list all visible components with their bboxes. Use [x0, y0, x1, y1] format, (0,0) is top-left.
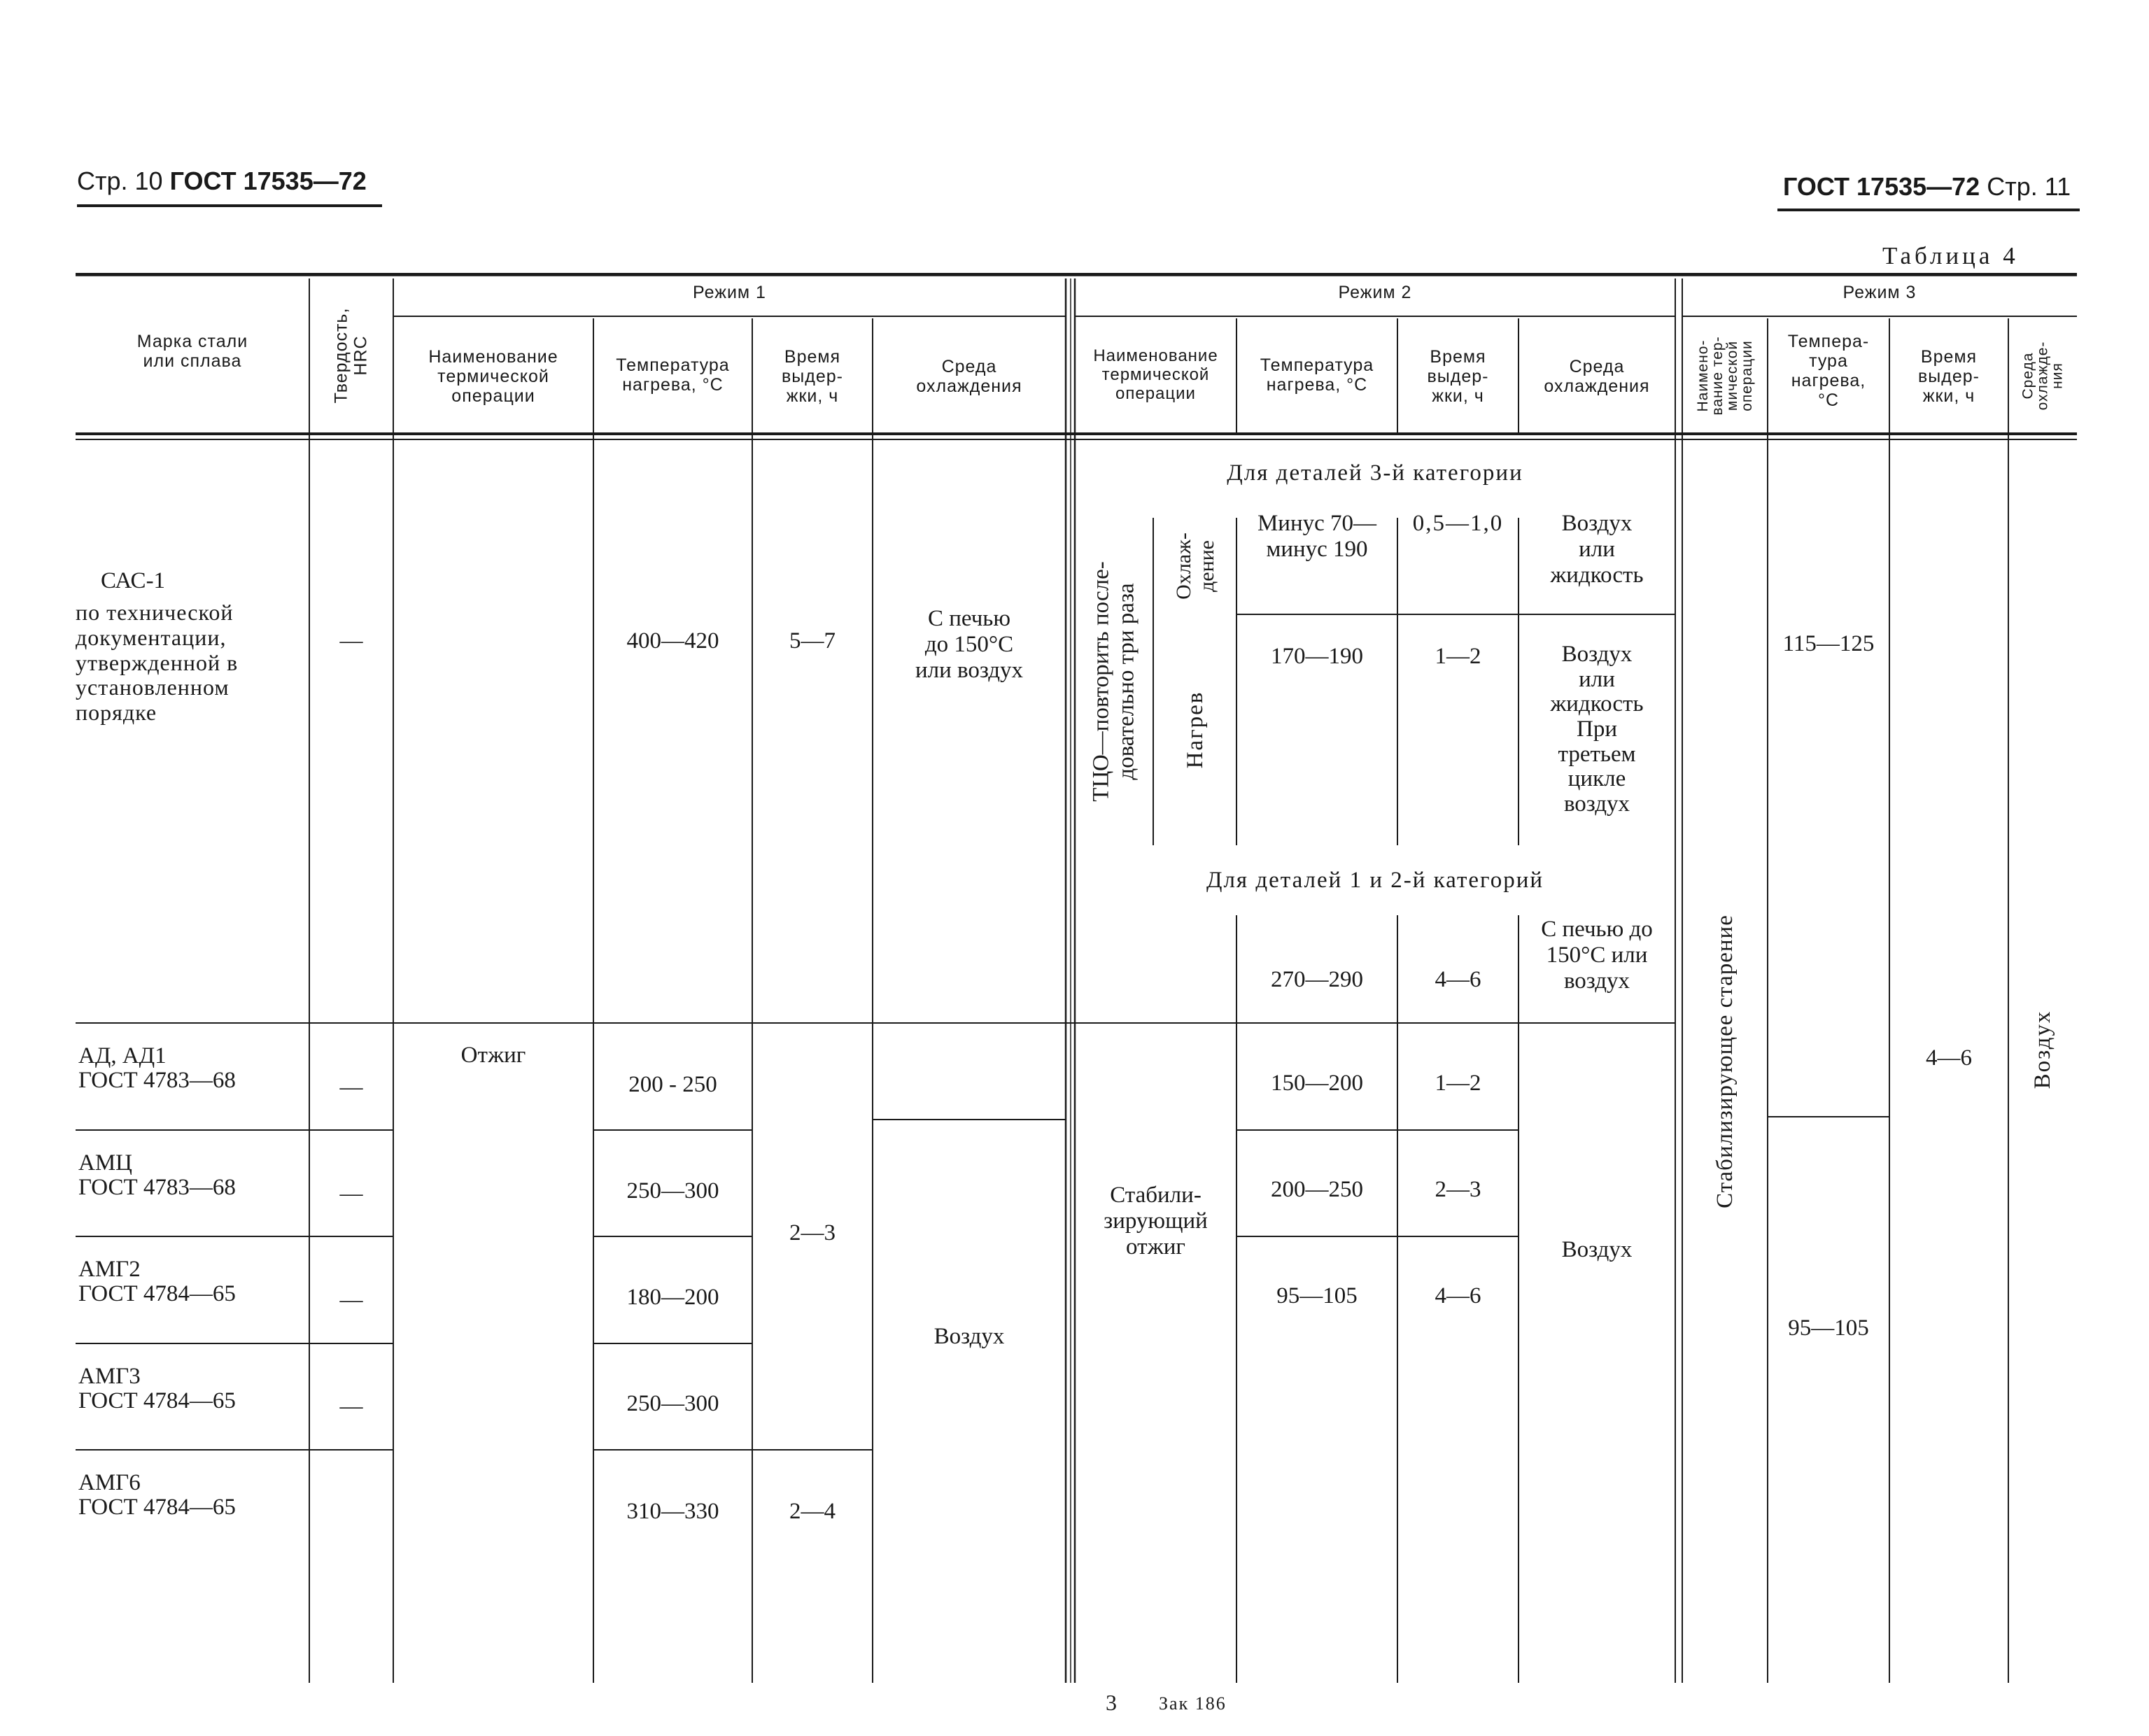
m3-temp-top: 115—125	[1782, 631, 1875, 656]
row-0-hardness: —	[339, 628, 363, 654]
m2-heat-time: 1—2	[1435, 644, 1481, 669]
m3-operation-cell	[1682, 439, 1768, 1683]
m2-cat12-temp: 270—290	[1271, 967, 1363, 992]
m2-cat12-env: С печью до 150°С или воздух	[1541, 917, 1653, 994]
m1-operation-annealing: Отжиг	[460, 1043, 526, 1068]
col-header-hardness-cell	[309, 278, 393, 432]
row-1-m1-temp: 200 - 250	[628, 1072, 717, 1097]
row-0-m1-temp: 400—420	[626, 628, 719, 654]
left-page-number: Стр. 10	[77, 167, 163, 195]
m2-heat-temp: 170—190	[1271, 644, 1363, 669]
m1-header-cooling: Среда охлаждения	[916, 357, 1022, 396]
m3-header-operation-cell	[1682, 318, 1768, 432]
m2-heating-label: Нагрев	[1182, 691, 1208, 769]
row-1-m2-time: 1—2	[1435, 1071, 1481, 1096]
m2-cool-temp: Минус 70— минус 190	[1257, 511, 1377, 562]
col-header-mode1: Режим 1	[693, 283, 766, 302]
row-5-m1-time: 2—4	[789, 1499, 836, 1524]
m1-header-temp: Температура нагрева, °С	[616, 355, 730, 395]
m1-time-group: 2—3	[789, 1220, 836, 1245]
footer-order-number: Зак 186	[1159, 1693, 1227, 1714]
row-1-hardness: —	[339, 1075, 363, 1100]
m2-header-temp: Температура нагрева, °С	[1260, 355, 1374, 395]
m2-cool-env: Воздух или жидкость	[1550, 511, 1644, 588]
col-header-grade: Марка стали или сплава	[136, 332, 248, 371]
row-1-grade: АД, АД1 ГОСТ 4783—68	[78, 1043, 236, 1093]
row-0-grade-note: по технической документации, утвержденной в установленном порядке	[76, 600, 239, 726]
m2-header-cooling: Среда охлаждения	[1544, 357, 1650, 396]
footer-sheet-number: 3	[1106, 1690, 1117, 1715]
m2-cooling-label-cell	[1153, 518, 1236, 614]
m2-stab-operation: Стабили- зирующий отжиг	[1104, 1183, 1208, 1259]
row-0-m1-cooling: С печью до 150°С или воздух	[915, 606, 1024, 683]
m2-header-time: Время выдер- жки, ч	[1427, 347, 1489, 406]
m2-heating-label-cell	[1153, 614, 1236, 845]
row-0-grade: САС-1	[101, 568, 166, 593]
row-3-m2-temp: 95—105	[1276, 1283, 1358, 1308]
row-2-m2-temp: 200—250	[1271, 1177, 1363, 1202]
m1-cooling-group: Воздух	[933, 1324, 1005, 1349]
row-2-hardness: —	[339, 1181, 363, 1206]
m3-time: 4—6	[1926, 1045, 1972, 1071]
table-label: Таблица 4	[1882, 242, 2019, 269]
row-3-hardness: —	[339, 1287, 363, 1313]
m3-temp-bottom: 95—105	[1788, 1315, 1869, 1341]
m2-cat3-title: Для деталей 3-й категории	[1227, 460, 1523, 486]
row-3-grade: АМГ2 ГОСТ 4784—65	[78, 1257, 236, 1306]
row-5-m1-temp: 310—330	[626, 1499, 719, 1524]
m3-header-temp: Темпера- тура нагрева, °С	[1787, 332, 1870, 410]
row-2-m1-temp: 250—300	[626, 1178, 719, 1204]
m1-header-time: Время выдер- жки, ч	[782, 347, 843, 406]
row-4-m1-temp: 250—300	[626, 1391, 719, 1416]
row-1-m2-temp: 150—200	[1271, 1071, 1363, 1096]
m2-cat12-time: 4—6	[1435, 967, 1481, 992]
m2-stab-env: Воздух	[1561, 1237, 1633, 1262]
row-4-grade: АМГ3 ГОСТ 4784—65	[78, 1364, 236, 1413]
m3-cooling-cell	[2008, 952, 2077, 1148]
m2-header-operation: Наименование термической операции	[1093, 346, 1218, 403]
m3-header-time: Время выдер- жки, ч	[1918, 347, 1980, 406]
m3-header-cooling-cell	[2008, 318, 2077, 432]
col-header-hardness: Твердость, HRC	[331, 307, 370, 404]
row-4-hardness: —	[339, 1394, 363, 1419]
left-gost-number: ГОСТ 17535—72	[169, 167, 367, 195]
row-5-grade: АМГ6 ГОСТ 4784—65	[78, 1470, 236, 1520]
m3-header-operation: Наимено- вание тер- мической операции	[1695, 335, 1755, 416]
row-0-m1-time: 5—7	[789, 628, 836, 654]
row-3-m2-time: 4—6	[1435, 1283, 1481, 1308]
m2-cool-time: 0,5—1,0	[1412, 511, 1504, 536]
m2-tco-cell	[1075, 518, 1153, 845]
m3-cooling: Воздух	[2029, 1010, 2055, 1089]
m2-cat12-title: Для деталей 1 и 2-й категорий	[1206, 868, 1544, 893]
row-3-m1-temp: 180—200	[626, 1285, 719, 1310]
m2-tco-label: ТЦО—повторить после- довательно три раза	[1088, 561, 1139, 802]
col-header-mode2: Режим 2	[1338, 283, 1412, 302]
row-2-grade: АМЦ ГОСТ 4783—68	[78, 1150, 236, 1200]
m3-header-cooling: Среда охлажде- ния	[2020, 341, 2066, 410]
m3-operation: Стабилизирующее старение	[1712, 914, 1738, 1208]
m1-header-operation: Наименование термической операции	[428, 347, 558, 406]
m2-heat-env: Воздух или жидкость При третьем цикле воздух	[1550, 642, 1644, 817]
m2-cooling-label: Охлаж- дение	[1171, 532, 1218, 600]
col-header-mode3: Режим 3	[1842, 283, 1917, 302]
right-gost-number: ГОСТ 17535—72	[1783, 172, 1980, 201]
right-page-number: Стр. 11	[1987, 172, 2071, 201]
row-2-m2-time: 2—3	[1435, 1177, 1481, 1202]
